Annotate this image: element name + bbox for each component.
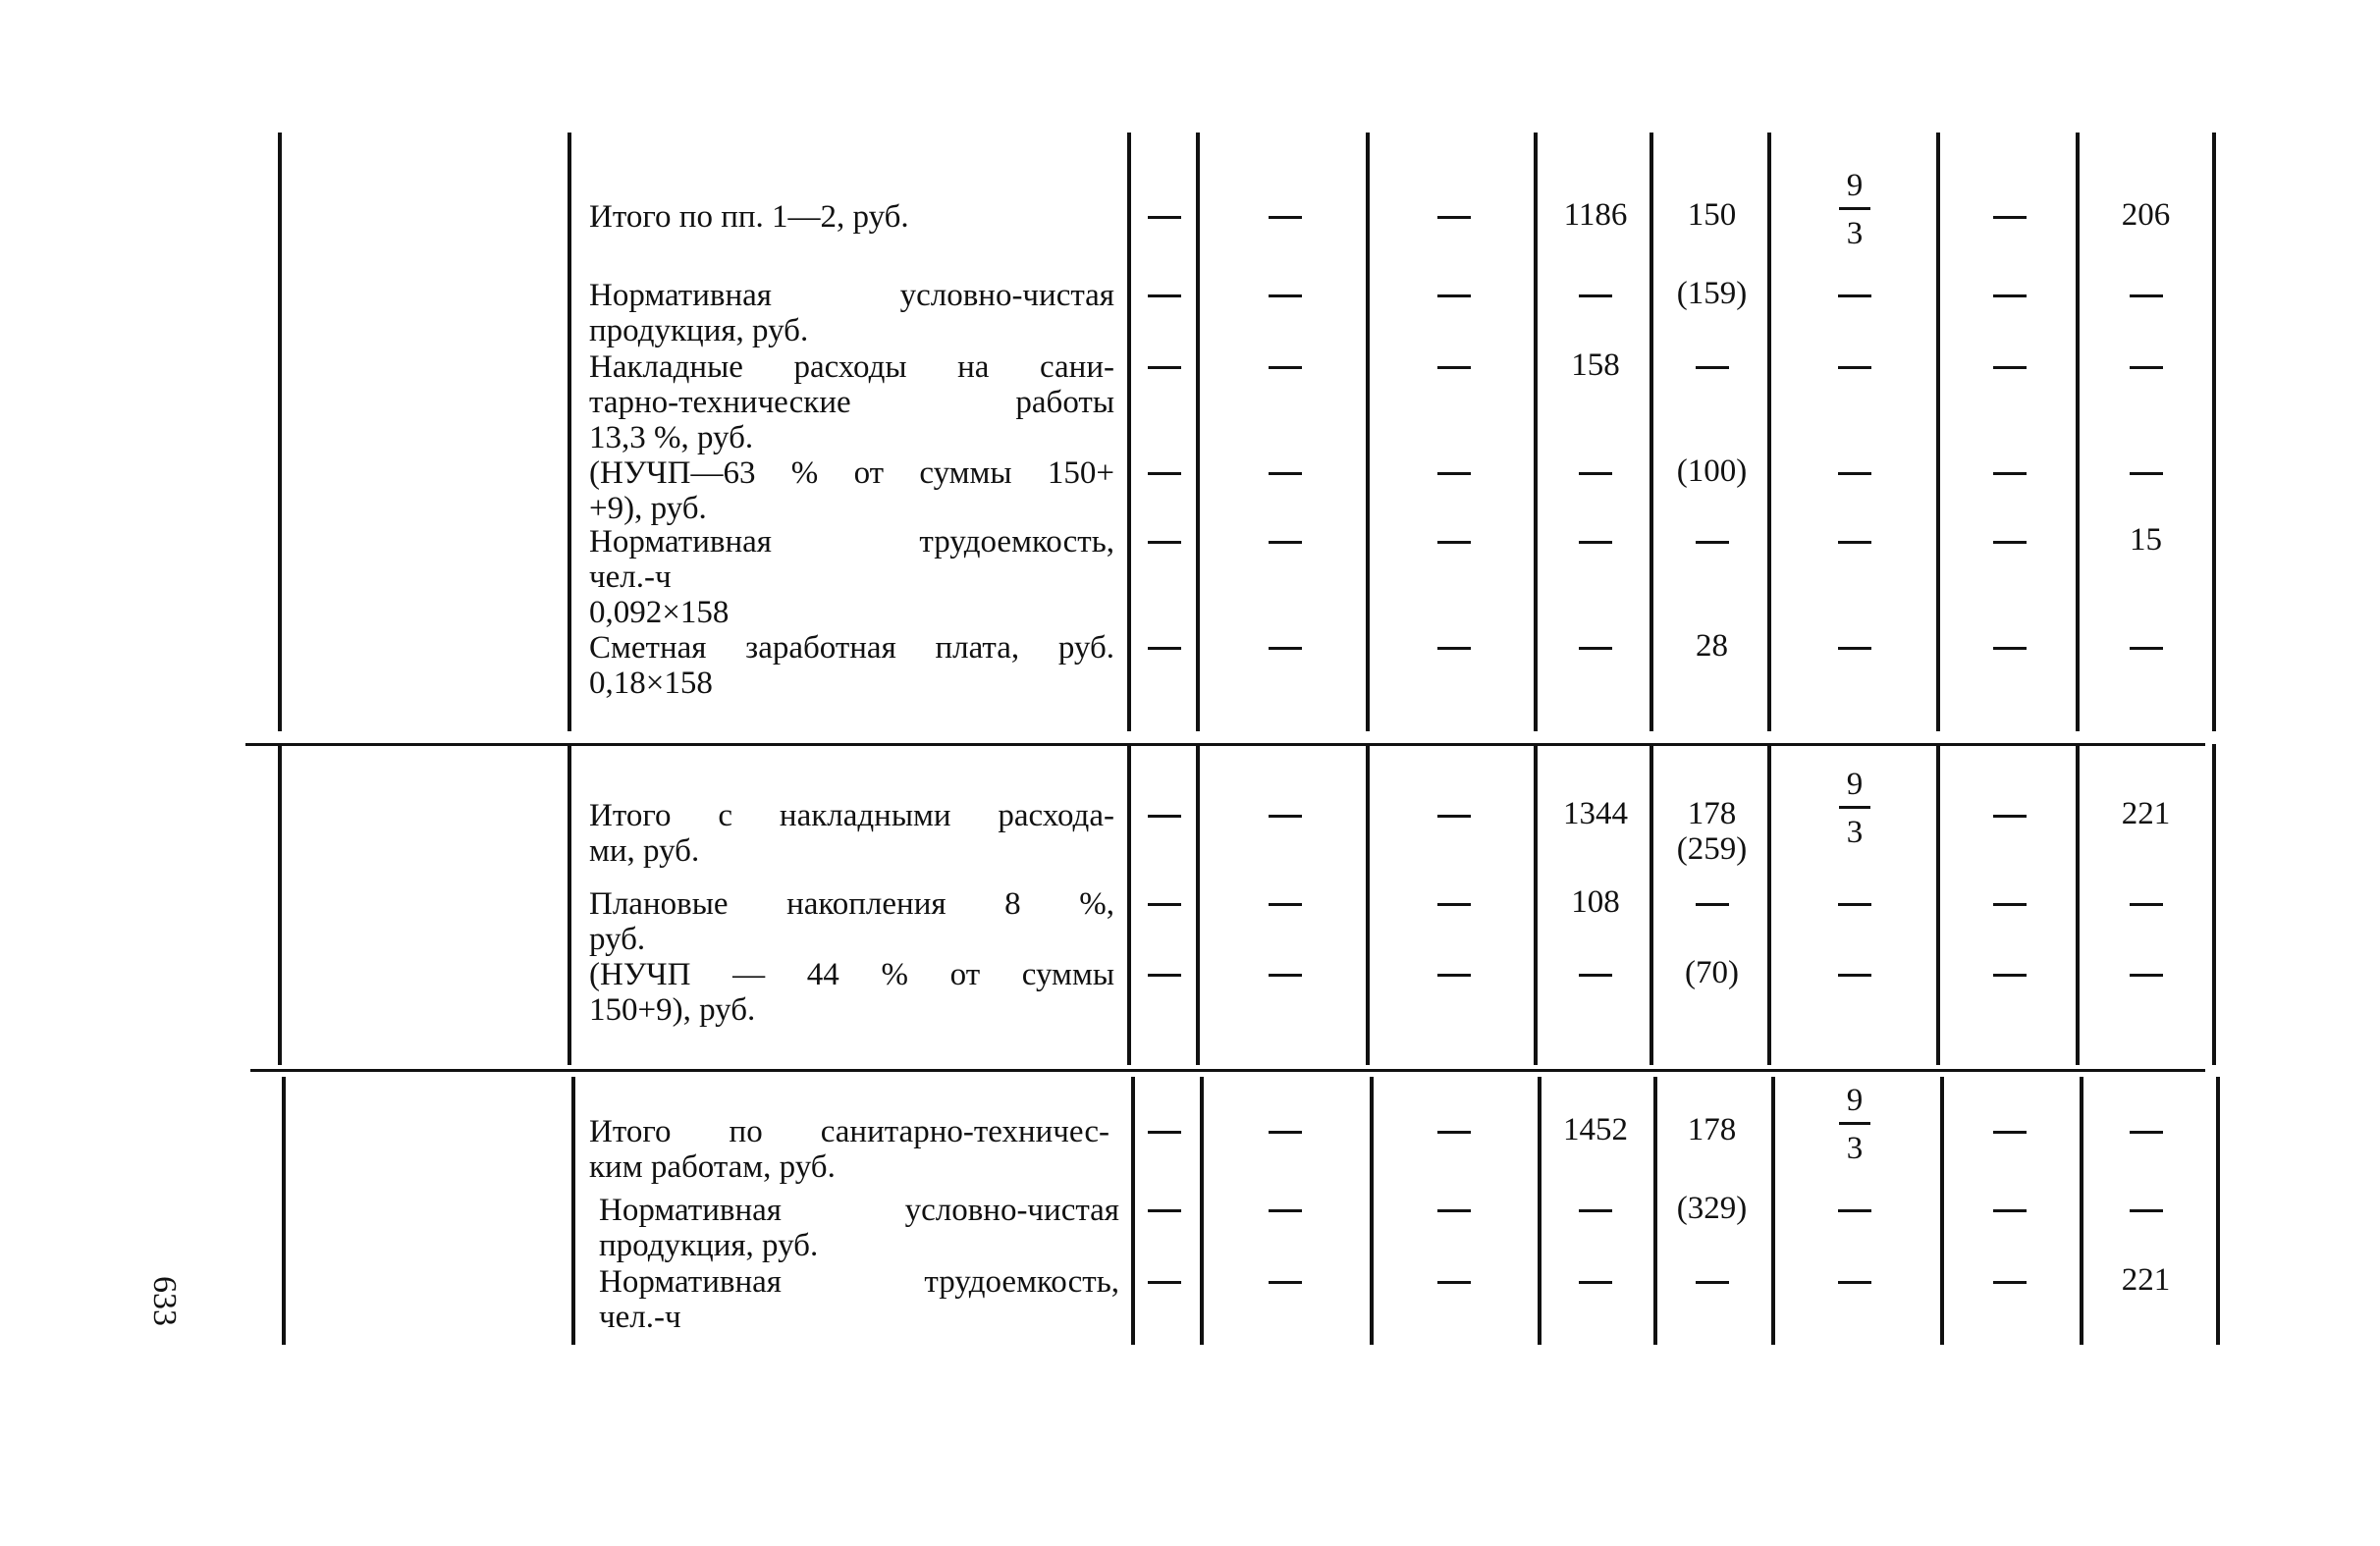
table-cell bbox=[1939, 347, 2080, 383]
table-cell bbox=[2080, 276, 2212, 311]
table-cell bbox=[1770, 1191, 1939, 1226]
description-line: Сметная заработная плата, руб. bbox=[589, 630, 1114, 666]
table-cell bbox=[2080, 522, 2212, 558]
cell-value: 150 bbox=[1687, 197, 1737, 233]
dash-mark bbox=[1269, 815, 1302, 818]
table-cell bbox=[1129, 1262, 1200, 1298]
dash-mark bbox=[1148, 903, 1181, 906]
table-cell bbox=[1370, 1191, 1538, 1226]
fraction-denominator: 3 bbox=[1846, 815, 1864, 850]
dash-mark bbox=[1993, 1209, 2027, 1212]
column-rule bbox=[568, 744, 571, 1065]
cell-value: (329) bbox=[1676, 1191, 1748, 1226]
dash-mark bbox=[1269, 1209, 1302, 1212]
table-cell bbox=[1939, 884, 2080, 920]
dash-mark bbox=[1269, 294, 1302, 297]
table-cell bbox=[1939, 197, 2080, 233]
table-cell bbox=[1370, 628, 1538, 664]
table-cell bbox=[1939, 628, 2080, 664]
table-cell bbox=[1200, 796, 1370, 831]
table-cell bbox=[1370, 522, 1538, 558]
table-cell bbox=[1200, 276, 1370, 311]
table-cell bbox=[1129, 796, 1200, 831]
dash-mark bbox=[1269, 647, 1302, 650]
cell-value: (159) bbox=[1676, 276, 1748, 311]
table-cell bbox=[1653, 276, 1770, 311]
table-cell bbox=[1939, 276, 2080, 311]
dash-mark bbox=[1993, 815, 2027, 818]
cell-value: 221 bbox=[2121, 1262, 2171, 1298]
dash-mark bbox=[2130, 366, 2163, 369]
table-cell bbox=[1370, 276, 1538, 311]
dash-mark bbox=[1437, 472, 1471, 475]
fraction-numerator: 9 bbox=[1846, 1083, 1864, 1118]
section-divider bbox=[245, 743, 2205, 746]
table-cell bbox=[2080, 1112, 2212, 1147]
dash-mark bbox=[1696, 903, 1729, 906]
table-cell bbox=[1770, 628, 1939, 664]
description-line: Плановые накопления 8 %, bbox=[589, 886, 1114, 922]
cell-value: 221 bbox=[2121, 796, 2171, 831]
dash-mark bbox=[1437, 1209, 1471, 1212]
table-cell bbox=[1653, 522, 1770, 558]
table-cell bbox=[2080, 347, 2212, 383]
column-rule bbox=[278, 744, 282, 1065]
table-cell bbox=[1770, 347, 1939, 383]
table-cell bbox=[1129, 276, 1200, 311]
table-cell bbox=[1653, 628, 1770, 664]
cell-value: 178 bbox=[1687, 796, 1737, 831]
dash-mark bbox=[1148, 1131, 1181, 1134]
dash-mark bbox=[1993, 366, 2027, 369]
section-divider bbox=[250, 1069, 2205, 1072]
dash-mark bbox=[1269, 216, 1302, 219]
table-cell bbox=[1653, 1191, 1770, 1226]
description-line: 150+9), руб. bbox=[589, 992, 756, 1028]
table-cell bbox=[1770, 453, 1939, 489]
table-cell bbox=[1129, 522, 1200, 558]
fraction-bar bbox=[1839, 1122, 1870, 1125]
table-cell bbox=[1200, 1262, 1370, 1298]
dash-mark bbox=[1993, 647, 2027, 650]
description-line: чел.-ч bbox=[599, 1300, 681, 1335]
table-cell bbox=[1538, 1262, 1653, 1298]
table-cell bbox=[1200, 884, 1370, 920]
dash-mark bbox=[1269, 366, 1302, 369]
dash-mark bbox=[1838, 541, 1871, 544]
description-line: Нормативная условно-чистая bbox=[589, 278, 1114, 313]
dash-mark bbox=[1437, 216, 1471, 219]
dash-mark bbox=[1148, 647, 1181, 650]
dash-mark bbox=[1148, 1281, 1181, 1284]
table-cell bbox=[1939, 453, 2080, 489]
dash-mark bbox=[1437, 294, 1471, 297]
table-cell bbox=[2080, 1262, 2212, 1298]
dash-mark bbox=[1269, 1131, 1302, 1134]
cell-value: 206 bbox=[2121, 197, 2171, 233]
dash-mark bbox=[1993, 1131, 2027, 1134]
cell-value: 28 bbox=[1696, 628, 1728, 664]
table-cell bbox=[1370, 197, 1538, 233]
table-cell bbox=[1538, 628, 1653, 664]
description-line: ми, руб. bbox=[589, 833, 700, 869]
description-line: ким работам, руб. bbox=[589, 1149, 836, 1185]
table-cell bbox=[1538, 347, 1653, 383]
row-description bbox=[589, 957, 1114, 1028]
column-rule bbox=[278, 133, 282, 731]
fraction-bar bbox=[1839, 806, 1870, 809]
dash-mark bbox=[1437, 974, 1471, 977]
dash-mark bbox=[1437, 903, 1471, 906]
table-cell bbox=[1538, 453, 1653, 489]
dash-mark bbox=[1269, 903, 1302, 906]
table-cell bbox=[1653, 1112, 1770, 1147]
dash-mark bbox=[1148, 294, 1181, 297]
description-line: Нормативная условно-чистая bbox=[599, 1193, 1119, 1228]
table-cell bbox=[1200, 453, 1370, 489]
dash-mark bbox=[1993, 541, 2027, 544]
column-rule bbox=[2212, 744, 2216, 1065]
table-cell bbox=[1200, 955, 1370, 990]
row-description bbox=[589, 886, 1114, 957]
table-cell bbox=[1939, 1112, 2080, 1147]
page-number: 633 bbox=[146, 1276, 183, 1326]
table-cell bbox=[1939, 1191, 2080, 1226]
row-description bbox=[589, 1114, 1109, 1185]
dash-mark bbox=[1579, 541, 1612, 544]
column-rule bbox=[571, 1077, 575, 1345]
table-cell bbox=[1200, 522, 1370, 558]
cell-value: 15 bbox=[2130, 522, 2162, 558]
dash-mark bbox=[1148, 366, 1181, 369]
table-cell bbox=[1653, 796, 1770, 831]
dash-mark bbox=[1579, 647, 1612, 650]
row-description bbox=[589, 278, 1114, 348]
fraction-value bbox=[1825, 168, 1884, 251]
dash-mark bbox=[1579, 974, 1612, 977]
description-line: Нормативная трудоемкость, bbox=[589, 524, 1114, 560]
row-description bbox=[599, 1193, 1119, 1263]
description-line: чел.-ч bbox=[589, 560, 672, 595]
table-cell bbox=[1653, 1262, 1770, 1298]
description-line: Итого по пп. 1—2, руб. bbox=[589, 199, 909, 235]
row-description bbox=[589, 630, 1114, 701]
table-cell bbox=[1538, 276, 1653, 311]
fraction-denominator: 3 bbox=[1846, 1131, 1864, 1166]
table-cell bbox=[1770, 955, 1939, 990]
dash-mark bbox=[1696, 366, 1729, 369]
dash-mark bbox=[2130, 974, 2163, 977]
table-cell-extra bbox=[1653, 831, 1770, 867]
table-cell bbox=[1129, 347, 1200, 383]
table-cell bbox=[1200, 1191, 1370, 1226]
table-cell bbox=[1939, 796, 2080, 831]
dash-mark bbox=[1148, 472, 1181, 475]
table-cell bbox=[1538, 522, 1653, 558]
dash-mark bbox=[1838, 903, 1871, 906]
column-rule bbox=[282, 1077, 286, 1345]
row-description bbox=[589, 199, 1114, 235]
cell-value: (259) bbox=[1676, 831, 1748, 867]
fraction-bar bbox=[1839, 207, 1870, 210]
description-line: +9), руб. bbox=[589, 491, 707, 526]
dash-mark bbox=[1838, 472, 1871, 475]
dash-mark bbox=[1838, 1209, 1871, 1212]
dash-mark bbox=[1437, 647, 1471, 650]
table-cell bbox=[1538, 1112, 1653, 1147]
table-cell bbox=[1129, 628, 1200, 664]
description-line: (НУЧП — 44 % от суммы bbox=[589, 957, 1114, 992]
row-description bbox=[599, 1264, 1119, 1335]
description-line: Накладные расходы на сани- bbox=[589, 349, 1114, 385]
table-cell bbox=[1129, 453, 1200, 489]
table-cell bbox=[2080, 796, 2212, 831]
table-cell bbox=[1770, 276, 1939, 311]
description-line: руб. bbox=[589, 922, 646, 957]
dash-mark bbox=[1993, 294, 2027, 297]
row-description bbox=[589, 455, 1114, 526]
dash-mark bbox=[1993, 1281, 2027, 1284]
description-line: 0,092×158 bbox=[589, 595, 730, 630]
dash-mark bbox=[1579, 472, 1612, 475]
dash-mark bbox=[1437, 815, 1471, 818]
description-line: продукция, руб. bbox=[589, 313, 809, 348]
fraction-value bbox=[1825, 767, 1884, 850]
dash-mark bbox=[1579, 1209, 1612, 1212]
cell-value: 1186 bbox=[1563, 197, 1628, 233]
dash-mark bbox=[1148, 1209, 1181, 1212]
table-cell bbox=[1370, 453, 1538, 489]
fraction-value bbox=[1825, 1083, 1884, 1166]
dash-mark bbox=[1993, 974, 2027, 977]
dash-mark bbox=[1838, 366, 1871, 369]
table-cell bbox=[1370, 1262, 1538, 1298]
dash-mark bbox=[1696, 541, 1729, 544]
dash-mark bbox=[1269, 472, 1302, 475]
description-line: Итого с накладными расхода- bbox=[589, 798, 1114, 833]
table-cell bbox=[1538, 884, 1653, 920]
table-cell bbox=[1129, 1191, 1200, 1226]
dash-mark bbox=[1148, 216, 1181, 219]
table-cell bbox=[1653, 955, 1770, 990]
table-cell bbox=[1653, 197, 1770, 233]
table-cell bbox=[1129, 884, 1200, 920]
description-line: Нормативная трудоемкость, bbox=[599, 1264, 1119, 1300]
table-cell bbox=[1129, 955, 1200, 990]
table-cell bbox=[2080, 1191, 2212, 1226]
table-cell bbox=[2080, 884, 2212, 920]
table-cell bbox=[1538, 197, 1653, 233]
description-line: Итого по санитарно-техничес- bbox=[589, 1114, 1109, 1149]
fraction-numerator: 9 bbox=[1846, 767, 1864, 802]
table-cell bbox=[1129, 1112, 1200, 1147]
table-cell bbox=[1939, 1262, 2080, 1298]
table-cell bbox=[1200, 1112, 1370, 1147]
column-rule bbox=[2212, 133, 2216, 731]
description-line: (НУЧП—63 % от суммы 150+ bbox=[589, 455, 1114, 491]
dash-mark bbox=[1993, 903, 2027, 906]
table-cell bbox=[1200, 347, 1370, 383]
cell-value: 108 bbox=[1571, 884, 1620, 920]
table-cell bbox=[1939, 955, 2080, 990]
row-description bbox=[589, 349, 1114, 455]
dash-mark bbox=[1437, 541, 1471, 544]
table-cell bbox=[2080, 453, 2212, 489]
table-cell bbox=[2080, 197, 2212, 233]
column-rule bbox=[2216, 1077, 2220, 1345]
dash-mark bbox=[2130, 294, 2163, 297]
dash-mark bbox=[2130, 1209, 2163, 1212]
dash-mark bbox=[1437, 366, 1471, 369]
table-cell bbox=[1653, 347, 1770, 383]
row-description bbox=[589, 798, 1114, 869]
table-cell bbox=[1370, 796, 1538, 831]
dash-mark bbox=[1148, 974, 1181, 977]
table-cell bbox=[1538, 955, 1653, 990]
description-line: 0,18×158 bbox=[589, 666, 713, 701]
dash-mark bbox=[2130, 903, 2163, 906]
table-cell bbox=[1129, 197, 1200, 233]
cell-value: (100) bbox=[1676, 453, 1748, 489]
table-cell bbox=[1653, 453, 1770, 489]
cell-value: 178 bbox=[1687, 1112, 1737, 1147]
cell-value: 1452 bbox=[1563, 1112, 1628, 1147]
table-cell bbox=[1370, 347, 1538, 383]
dash-mark bbox=[2130, 647, 2163, 650]
row-description bbox=[589, 524, 1114, 630]
cell-value: 158 bbox=[1571, 347, 1620, 383]
table-cell bbox=[2080, 628, 2212, 664]
dash-mark bbox=[1148, 815, 1181, 818]
table-cell bbox=[1538, 1191, 1653, 1226]
dash-mark bbox=[2130, 472, 2163, 475]
dash-mark bbox=[2130, 1131, 2163, 1134]
dash-mark bbox=[1269, 974, 1302, 977]
dash-mark bbox=[1269, 541, 1302, 544]
fraction-denominator: 3 bbox=[1846, 216, 1864, 251]
dash-mark bbox=[1579, 294, 1612, 297]
table-cell bbox=[1770, 1262, 1939, 1298]
cell-value: (70) bbox=[1685, 955, 1739, 990]
dash-mark bbox=[1437, 1131, 1471, 1134]
dash-mark bbox=[1579, 1281, 1612, 1284]
dash-mark bbox=[1993, 216, 2027, 219]
dash-mark bbox=[1148, 541, 1181, 544]
table-cell bbox=[1770, 522, 1939, 558]
table-cell bbox=[1653, 884, 1770, 920]
table-cell bbox=[1370, 884, 1538, 920]
table-cell bbox=[1200, 197, 1370, 233]
dash-mark bbox=[1696, 1281, 1729, 1284]
table-cell bbox=[2080, 955, 2212, 990]
description-line: 13,3 %, руб. bbox=[589, 420, 754, 455]
dash-mark bbox=[1437, 1281, 1471, 1284]
dash-mark bbox=[1838, 294, 1871, 297]
table-cell bbox=[1770, 884, 1939, 920]
table-cell bbox=[1370, 1112, 1538, 1147]
description-line: тарно-технические работы bbox=[589, 385, 1114, 420]
dash-mark bbox=[1269, 1281, 1302, 1284]
fraction-numerator: 9 bbox=[1846, 168, 1864, 203]
dash-mark bbox=[1838, 647, 1871, 650]
dash-mark bbox=[1993, 472, 2027, 475]
table-cell bbox=[1939, 522, 2080, 558]
dash-mark bbox=[1838, 1281, 1871, 1284]
dash-mark bbox=[1838, 974, 1871, 977]
table-cell bbox=[1200, 628, 1370, 664]
cell-value: 1344 bbox=[1563, 796, 1628, 831]
column-rule bbox=[568, 133, 571, 731]
table-cell bbox=[1538, 796, 1653, 831]
description-line: продукция, руб. bbox=[599, 1228, 819, 1263]
table-cell bbox=[1370, 955, 1538, 990]
